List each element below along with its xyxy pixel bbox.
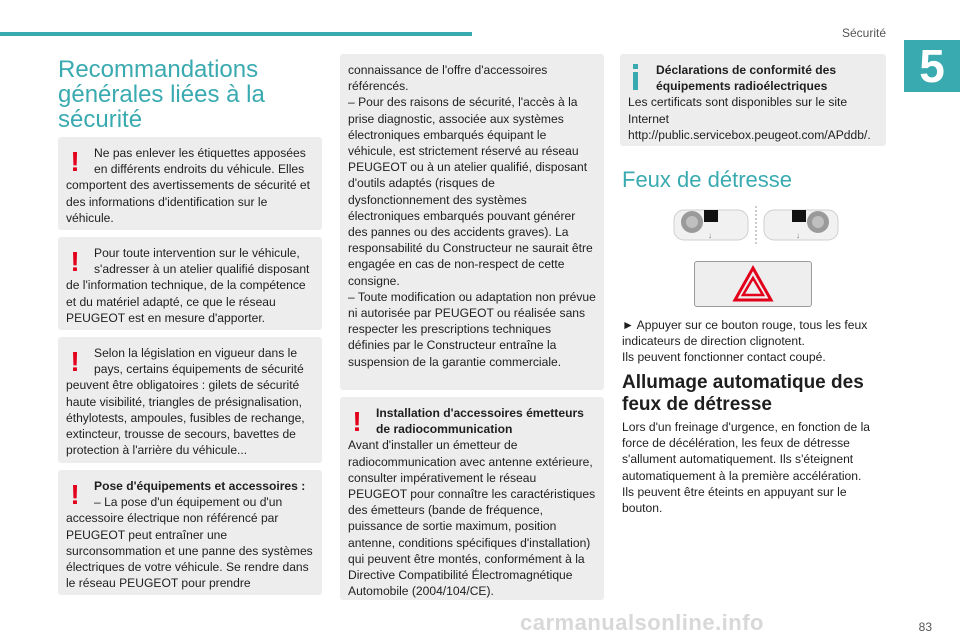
watermark: carmanualsonline.info [520,610,764,635]
info-icon [630,64,644,92]
notice-text: Ne pas enlever les étiquettes apposées en différents endroits du véhicule. Elles comportent des avertissements de sécurité et des informations d'identification sur le véhicule. [66,146,311,225]
warning-notice-continued [340,54,604,390]
notice-text: connaissance de l'offre d'accessoires référencés. – Pour des raisons de sécurité, l'accès à la prise diagnostic, associée aux systèmes électroniques embarqués équipant le véhicule, est strictement réservé au réseau PEUGEOT ou à un atelier qualifié, disposant d'outils adaptés (risques de dysfonctionnement des systèmes électroniques embarqués pouvant générer des pannes ou des accidents graves). La responsabilité du Constructeur ne saurait être engagée en cas de non-respect de cette consigne. – Toute modification ou adaptation non prévue ni autorisée par PEUGEOT ou réalisée sans respecter les prescriptions techniques définies par le Constructeur entraîne la suspension de la garantie commerciale. [348,63,596,369]
dashboard-location-illustration [672,206,840,246]
notice-text: Pour toute intervention sur le véhicule, s'adresser à un atelier qualifié disposant de l'information technique, de la compétence et du matériel adapté, ce que le réseau PEUGEOT est en mesure d'apporter. [66,246,310,325]
notice-heading: Pose d'équipements et accessoires : [94,479,306,493]
auto-hazard-title: Allumage automatique des feux de détresse [622,372,864,415]
hazard-button-illustration [694,261,812,307]
warning-notice-radio [340,397,604,600]
hazard-section-title: Feux de détresse [622,167,792,192]
warning-icon: ! [70,479,80,510]
notice-text: Les certificats sont disponibles sur le site Internet http://public.servicebox.peugeot.com/APddb/. [628,95,871,142]
chapter-number-tab: 5 [904,40,960,92]
hazard-instruction: ► Appuyer sur ce bouton rouge, tous les feux indicateurs de direction clignotent. Ils peuvent fonctionner contact coupé. [622,318,868,365]
warning-notice-equipment [58,337,322,463]
info-notice-conformity [620,54,886,146]
warning-notice-labels [58,137,322,230]
notice-heading: Installation d'accessoires émetteurs de radiocommunication [376,406,584,437]
warning-icon: ! [70,346,80,377]
header-accent-bar [0,32,472,36]
page-title: Recommandations générales liées à la sécurité [58,56,265,133]
section-name: Sécurité [841,26,886,40]
svg-text:↓: ↓ [708,231,712,240]
notice-text: Avant d'installer un émetteur de radiocommunication avec antenne extérieure, consulter impérativement le réseau PEUGEOT pour connaître les caractéristiques des émetteurs (bande de fréquence, puissance de sortie maximum, position antenne, conditions spécifiques d'installation) qui peuvent être montés, conformément à la Directive Compatibilité Électromagnétique Automobile (2004/104/CE). [348,438,596,599]
notice-text: – La pose d'un équipement ou d'un accessoire électrique non référencé par PEUGEOT peut entraîner une surconsommation et une panne des systèmes électriques de votre véhicule. Se rendre dans le réseau PEUGEOT pour prendre [66,495,313,591]
warning-icon: ! [70,246,80,277]
notice-text: Selon la législation en vigueur dans le pays, certains équipements de sécurité peuvent être obligatoires : gilets de sécurité haute visibilité, triangles de présignalisation, éthylotests, ampoules, fusibles de rechange, extincteur, trousse de secours, bavettes de protection à l'arrière du véhicule... [66,346,305,458]
page-number: 83 [918,620,932,634]
hazard-triangle-icon [695,262,811,306]
warning-icon: ! [352,406,362,437]
svg-text:↓: ↓ [796,231,800,240]
notice-heading: Déclarations de conformité des équipements radioélectriques [656,63,837,94]
warning-notice-workshop [58,237,322,330]
warning-notice-accessories [58,470,322,595]
warning-icon: ! [70,146,80,177]
auto-hazard-text: Lors d'un freinage d'urgence, en fonction de la force de décélération, les feux de détresse s'allument automatiquement. Ils s'éteignent automatiquement à la première accélération. Ils peuvent être éteints en appuyant sur le bouton. [622,420,871,516]
